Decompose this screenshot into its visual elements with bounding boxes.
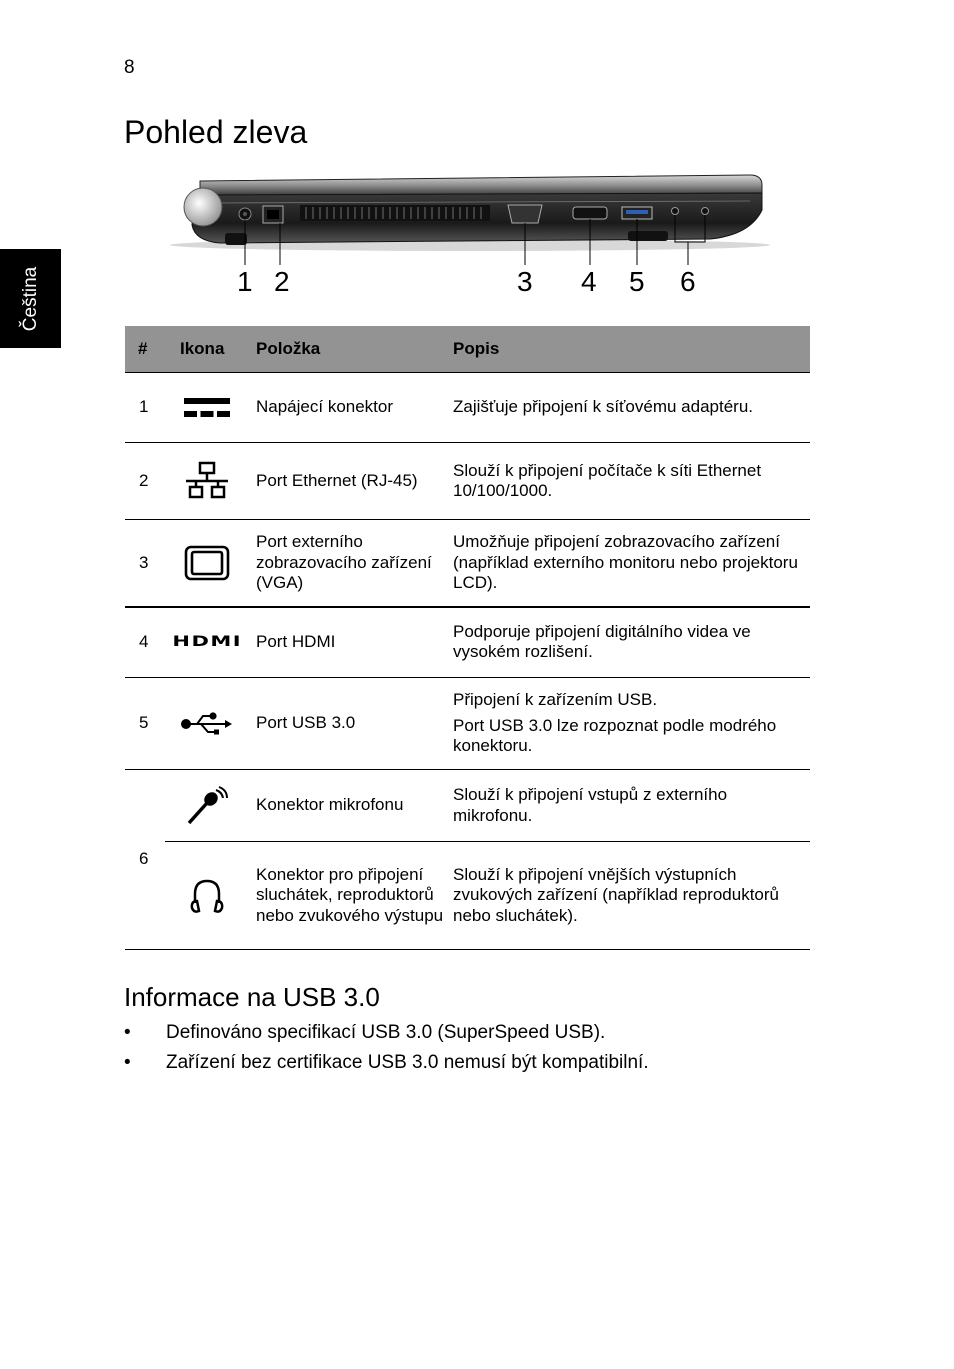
callout-6: 6 [680, 266, 696, 297]
row-description: Port USB 3.0 lze rozpoznat podle modrého konektoru. [453, 715, 777, 756]
laptop-left-side-figure [150, 165, 780, 300]
table-row [125, 842, 810, 950]
row-description: Zajišťuje připojení k síťovému adaptéru. [453, 397, 754, 417]
callout-1: 1 [237, 266, 253, 297]
ethernet-icon [177, 461, 237, 501]
row-item: Konektor pro připojení sluchátek, reproduktorů nebo zvukového výstupu [256, 842, 453, 950]
hdmi-logo-text: HDMI [172, 634, 242, 650]
header-icon: Ikona [165, 326, 256, 373]
table-row [125, 607, 810, 678]
table-row [125, 520, 810, 607]
language-tab-label: Čeština [19, 266, 41, 331]
usb-section-title: Informace na USB 3.0 [124, 982, 380, 1012]
row-item: Port externího zobrazovacího zařízení (VGA) [256, 520, 453, 607]
table-row [125, 373, 810, 443]
callout-5: 5 [629, 266, 645, 297]
row-item: Napájecí konektor [256, 373, 453, 443]
callout-4: 4 [581, 266, 597, 297]
usb-info-list [124, 1021, 649, 1081]
row-item: Konektor mikrofonu [256, 770, 453, 842]
callout-3: 3 [517, 266, 533, 297]
hdmi-port [573, 207, 607, 219]
hinge [184, 188, 222, 226]
table-row [125, 678, 810, 770]
row-description: Připojení k zařízením USB. [453, 690, 658, 710]
hdmi-icon [172, 632, 242, 653]
headphone-jack [702, 208, 709, 215]
row-description: Slouží k připojení počítače k síti Ethernet 10/100/1000. [453, 460, 762, 500]
ports-table [125, 326, 810, 950]
table-header-row [125, 326, 810, 373]
row-number: 4 [125, 607, 165, 678]
table-row [125, 443, 810, 520]
row-description: Podporuje připojení digitálního videa ve vysokém rozlišení. [453, 621, 751, 662]
vga-monitor-icon [177, 545, 237, 581]
list-item: • Zařízení bez certifikace USB 3.0 nemusí být kompatibilní. [124, 1051, 649, 1081]
row-number: 6 [125, 770, 165, 950]
power-connector-icon [177, 395, 237, 421]
row-number: 5 [125, 678, 165, 770]
row-number: 3 [125, 520, 165, 607]
row-description: Umožňuje připojení zobrazovacího zařízení (například externího monitoru nebo projektoru LCD). [453, 532, 798, 592]
row-item: Port USB 3.0 [256, 678, 453, 770]
vent-grille [300, 205, 490, 221]
row-description: Slouží k připojení vnějších výstupních zvukových zařízení (například reproduktorů nebo sluchátek). [453, 864, 779, 925]
usb-icon [177, 711, 237, 737]
table-row [125, 770, 810, 842]
header-description: Popis [453, 326, 810, 373]
headphones-icon [177, 877, 237, 915]
row-number: 2 [125, 443, 165, 520]
row-number: 1 [125, 373, 165, 443]
page-title: Pohled zleva [124, 114, 308, 150]
callout-2: 2 [274, 266, 290, 297]
vga-port [508, 205, 542, 223]
header-number: # [125, 326, 165, 373]
row-item: Port HDMI [256, 607, 453, 678]
row-item: Port Ethernet (RJ-45) [256, 443, 453, 520]
list-item: • Definováno specifikací USB 3.0 (SuperSpeed USB). [124, 1021, 649, 1051]
header-item: Položka [256, 326, 453, 373]
page-number: 8 [124, 57, 135, 78]
language-tab [0, 249, 61, 348]
mic-jack [672, 208, 679, 215]
microphone-icon [177, 786, 237, 826]
row-description: Slouží k připojení vstupů z externího mikrofonu. [453, 785, 728, 825]
